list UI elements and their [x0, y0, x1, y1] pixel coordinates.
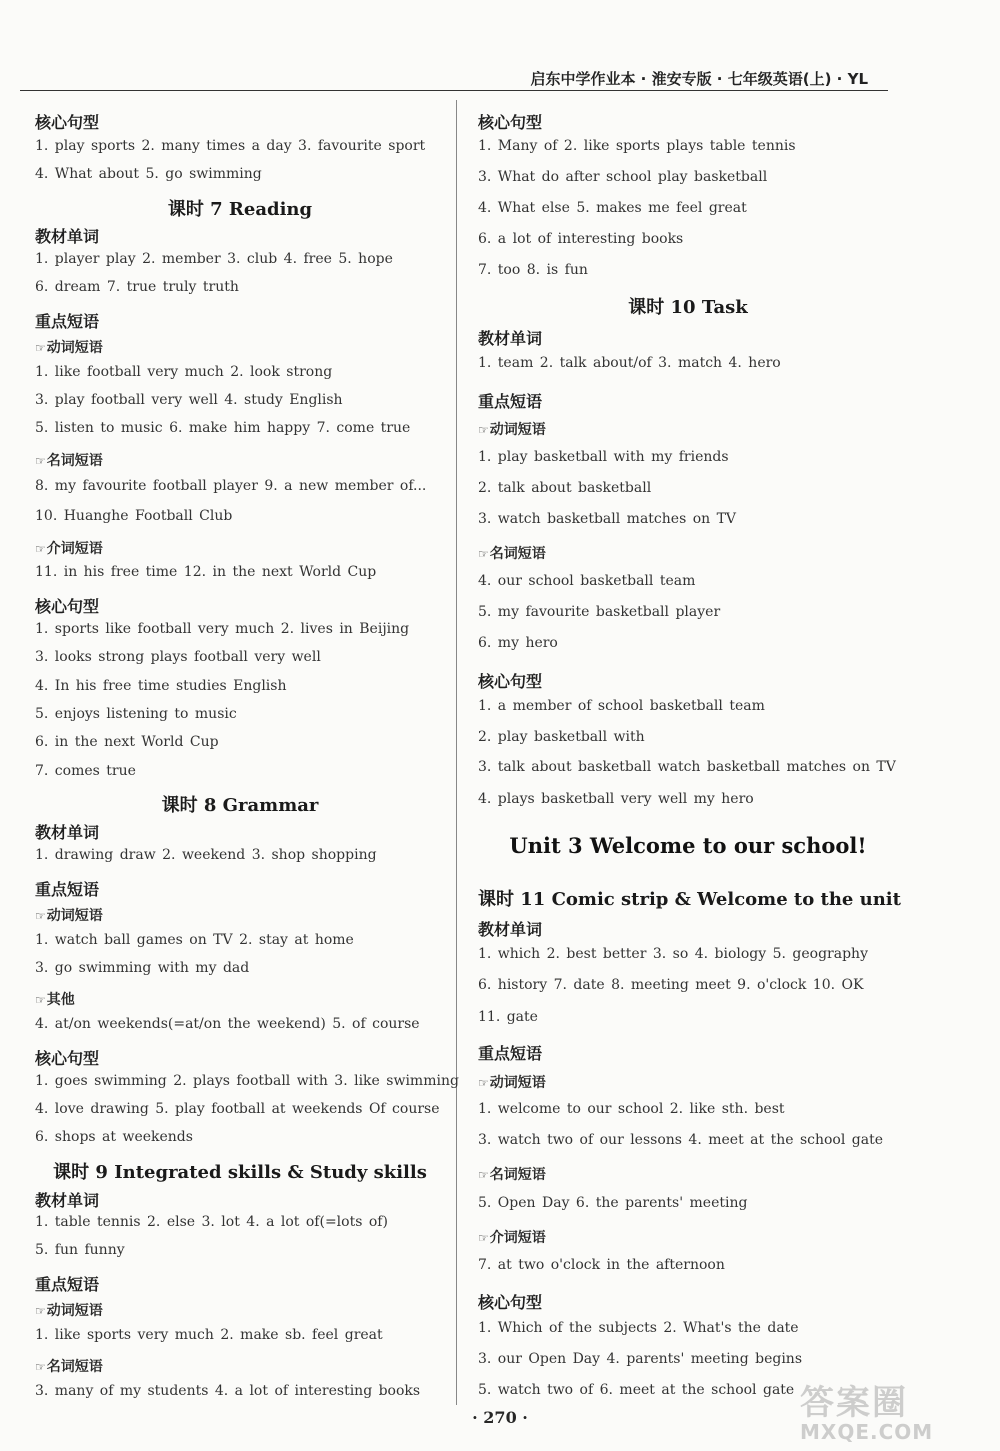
answer-line: 1. watch ball games on TV 2. stay at home: [35, 932, 354, 948]
answer-line: 5. fun funny: [35, 1242, 125, 1258]
answer-line: 5. my favourite basketball player: [478, 604, 721, 620]
answer-line: 4. plays basketball very well my hero: [478, 791, 754, 807]
pointing-hand-icon: ☞: [35, 341, 45, 355]
subsection-label-text: 介词短语: [489, 1230, 546, 1246]
answer-line: 5. Open Day 6. the parents' meeting: [478, 1195, 748, 1211]
answer-line: 11. in his free time 12. in the next World Cup: [35, 564, 377, 580]
answer-line: 6. my hero: [478, 635, 558, 651]
section-heading: 核心句型: [35, 113, 100, 132]
answer-line: 4. What else 5. makes me feel great: [478, 200, 747, 216]
section-heading: 教材单词: [35, 823, 100, 842]
subsection-label: [478, 1164, 546, 1184]
answer-line: 1. Which of the subjects 2. What's the date: [478, 1320, 799, 1336]
subsection-label: [35, 538, 103, 558]
answer-line: 10. Huanghe Football Club: [35, 508, 233, 524]
lesson-title: 课时 9 Integrated skills & Study skills: [53, 1162, 427, 1183]
section-heading: 教材单词: [35, 1191, 100, 1210]
answer-line: 6. history 7. date 8. meeting meet 9. o'clock 10. OK: [478, 977, 864, 993]
pointing-hand-icon: ☞: [35, 1360, 45, 1374]
subsection-label-text: 介词短语: [46, 541, 103, 557]
answer-line: 5. listen to music 6. make him happy 7. come true: [35, 420, 411, 436]
subsection-label: [35, 337, 103, 357]
lesson-title: 课时 11 Comic strip & Welcome to the unit: [478, 889, 901, 910]
answer-line: 3. watch basketball matches on TV: [478, 511, 737, 527]
answer-line: 8. my favourite football player 9. a new member of...: [35, 478, 427, 494]
lesson-title: 课时 7 Reading: [167, 199, 313, 220]
answer-line: 1. drawing draw 2. weekend 3. shop shopping: [35, 847, 377, 863]
pointing-hand-icon: ☞: [478, 1168, 488, 1182]
subsection-label: [35, 905, 103, 925]
watermark-mark: 答案圈: [800, 1383, 908, 1423]
answer-line: 4. at/on weekends(=at/on the weekend) 5. of course: [35, 1016, 420, 1032]
section-heading: 核心句型: [478, 1293, 543, 1312]
answer-line: 1. table tennis 2. else 3. lot 4. a lot of(=lots of): [35, 1214, 388, 1230]
section-heading: 核心句型: [35, 597, 100, 616]
subsection-label-text: 动词短语: [489, 422, 546, 438]
running-header: 启东中学作业本 · 淮安专版 · 七年级英语(上) · YL: [530, 70, 868, 88]
lesson-title: 课时 10 Task: [628, 297, 748, 318]
unit-title: Unit 3 Welcome to our school!: [509, 833, 867, 858]
subsection-label: [35, 1356, 103, 1376]
watermark-text: MXQE.COM: [800, 1420, 934, 1444]
answer-line: 3. many of my students 4. a lot of interesting books: [35, 1383, 421, 1399]
section-heading: 重点短语: [478, 1044, 543, 1063]
answer-line: 6. in the next World Cup: [35, 734, 219, 750]
lesson-title: 课时 8 Grammar: [161, 795, 319, 816]
subsection-label: [35, 450, 103, 470]
pointing-hand-icon: ☞: [35, 993, 45, 1007]
pointing-hand-icon: ☞: [35, 542, 45, 556]
pointing-hand-icon: ☞: [35, 454, 45, 468]
answer-line: 6. a lot of interesting books: [478, 231, 684, 247]
answer-line: 3. watch two of our lessons 4. meet at the school gate: [478, 1132, 883, 1148]
page-number: · 270 ·: [472, 1408, 528, 1427]
answer-line: 1. goes swimming 2. plays football with 3. like swimming: [35, 1073, 459, 1089]
answer-line: 1. sports like football very much 2. lives in Beijing: [35, 621, 410, 637]
subsection-label-text: 其他: [46, 992, 75, 1008]
answer-line: 4. In his free time studies English: [35, 678, 287, 694]
answer-line: 7. at two o'clock in the afternoon: [478, 1257, 725, 1273]
section-heading: 重点短语: [35, 880, 100, 899]
answer-line: 6. dream 7. true truly truth: [35, 279, 239, 295]
subsection-label-text: 动词短语: [46, 908, 103, 924]
pointing-hand-icon: ☞: [35, 1304, 45, 1318]
pointing-hand-icon: ☞: [478, 1231, 488, 1245]
answer-line: 2. play basketball with: [478, 729, 645, 745]
section-heading: 教材单词: [35, 227, 100, 246]
section-heading: 核心句型: [478, 113, 543, 132]
answer-line: 6. shops at weekends: [35, 1129, 193, 1145]
subsection-label-text: 名词短语: [46, 453, 103, 469]
answer-line: 3. What do after school play basketball: [478, 169, 768, 185]
answer-line: 4. love drawing 5. play football at weekends Of course: [35, 1101, 440, 1117]
pointing-hand-icon: ☞: [478, 547, 488, 561]
answer-line: 1. a member of school basketball team: [478, 698, 765, 714]
section-heading: 重点短语: [478, 392, 543, 411]
watermark-logo: [800, 1385, 990, 1445]
answer-line: 4. our school basketball team: [478, 573, 696, 589]
answer-line: 1. player play 2. member 3. club 4. free 5. hope: [35, 251, 393, 267]
answer-line: 1. Many of 2. like sports plays table tennis: [478, 138, 796, 154]
answer-line: 4. What about 5. go swimming: [35, 166, 262, 182]
subsection-label: [478, 1227, 546, 1247]
pointing-hand-icon: ☞: [478, 1076, 488, 1090]
subsection-label: [35, 1300, 103, 1320]
pointing-hand-icon: ☞: [478, 423, 488, 437]
subsection-label-text: 动词短语: [46, 1303, 103, 1319]
section-heading: 核心句型: [35, 1049, 100, 1068]
answer-line: 1. like football very much 2. look strong: [35, 364, 333, 380]
answer-line: 1. welcome to our school 2. like sth. best: [478, 1101, 785, 1117]
column-divider: [456, 100, 457, 1405]
section-heading: 核心句型: [478, 672, 543, 691]
answer-line: 1. like sports very much 2. make sb. feel great: [35, 1327, 383, 1343]
subsection-label-text: 名词短语: [46, 1359, 103, 1375]
answer-line: 3. play football very well 4. study English: [35, 392, 343, 408]
section-heading: 重点短语: [35, 312, 100, 331]
section-heading: 教材单词: [478, 329, 543, 348]
subsection-label-text: 名词短语: [489, 1167, 546, 1183]
answer-line: 1. which 2. best better 3. so 4. biology 5. geography: [478, 946, 868, 962]
answer-line: 11. gate: [478, 1009, 538, 1025]
answer-line: 5. enjoys listening to music: [35, 706, 237, 722]
answer-line: 3. our Open Day 4. parents' meeting begins: [478, 1351, 803, 1367]
section-heading: 重点短语: [35, 1275, 100, 1294]
subsection-label-text: 动词短语: [46, 340, 103, 356]
answer-line: 3. looks strong plays football very well: [35, 649, 321, 665]
subsection-label: [478, 419, 546, 439]
answer-line: 1. play sports 2. many times a day 3. favourite sport: [35, 138, 426, 154]
subsection-label-text: 动词短语: [489, 1075, 546, 1091]
answer-line: 2. talk about basketball: [478, 480, 652, 496]
subsection-label: [478, 543, 546, 563]
subsection-label-text: 名词短语: [489, 546, 546, 562]
answer-line: 1. play basketball with my friends: [478, 449, 729, 465]
pointing-hand-icon: ☞: [35, 909, 45, 923]
header-rule: [20, 90, 888, 91]
subsection-label: [478, 1072, 546, 1092]
answer-line: 7. comes true: [35, 763, 136, 779]
answer-line: 7. too 8. is fun: [478, 262, 588, 278]
answer-line: 3. talk about basketball watch basketball matches on TV: [478, 759, 896, 775]
answer-line: 3. go swimming with my dad: [35, 960, 250, 976]
section-heading: 教材单词: [478, 920, 543, 939]
subsection-label: [35, 989, 75, 1009]
answer-line: 5. watch two of 6. meet at the school gate: [478, 1382, 795, 1398]
answer-line: 1. team 2. talk about/of 3. match 4. hero: [478, 355, 781, 371]
